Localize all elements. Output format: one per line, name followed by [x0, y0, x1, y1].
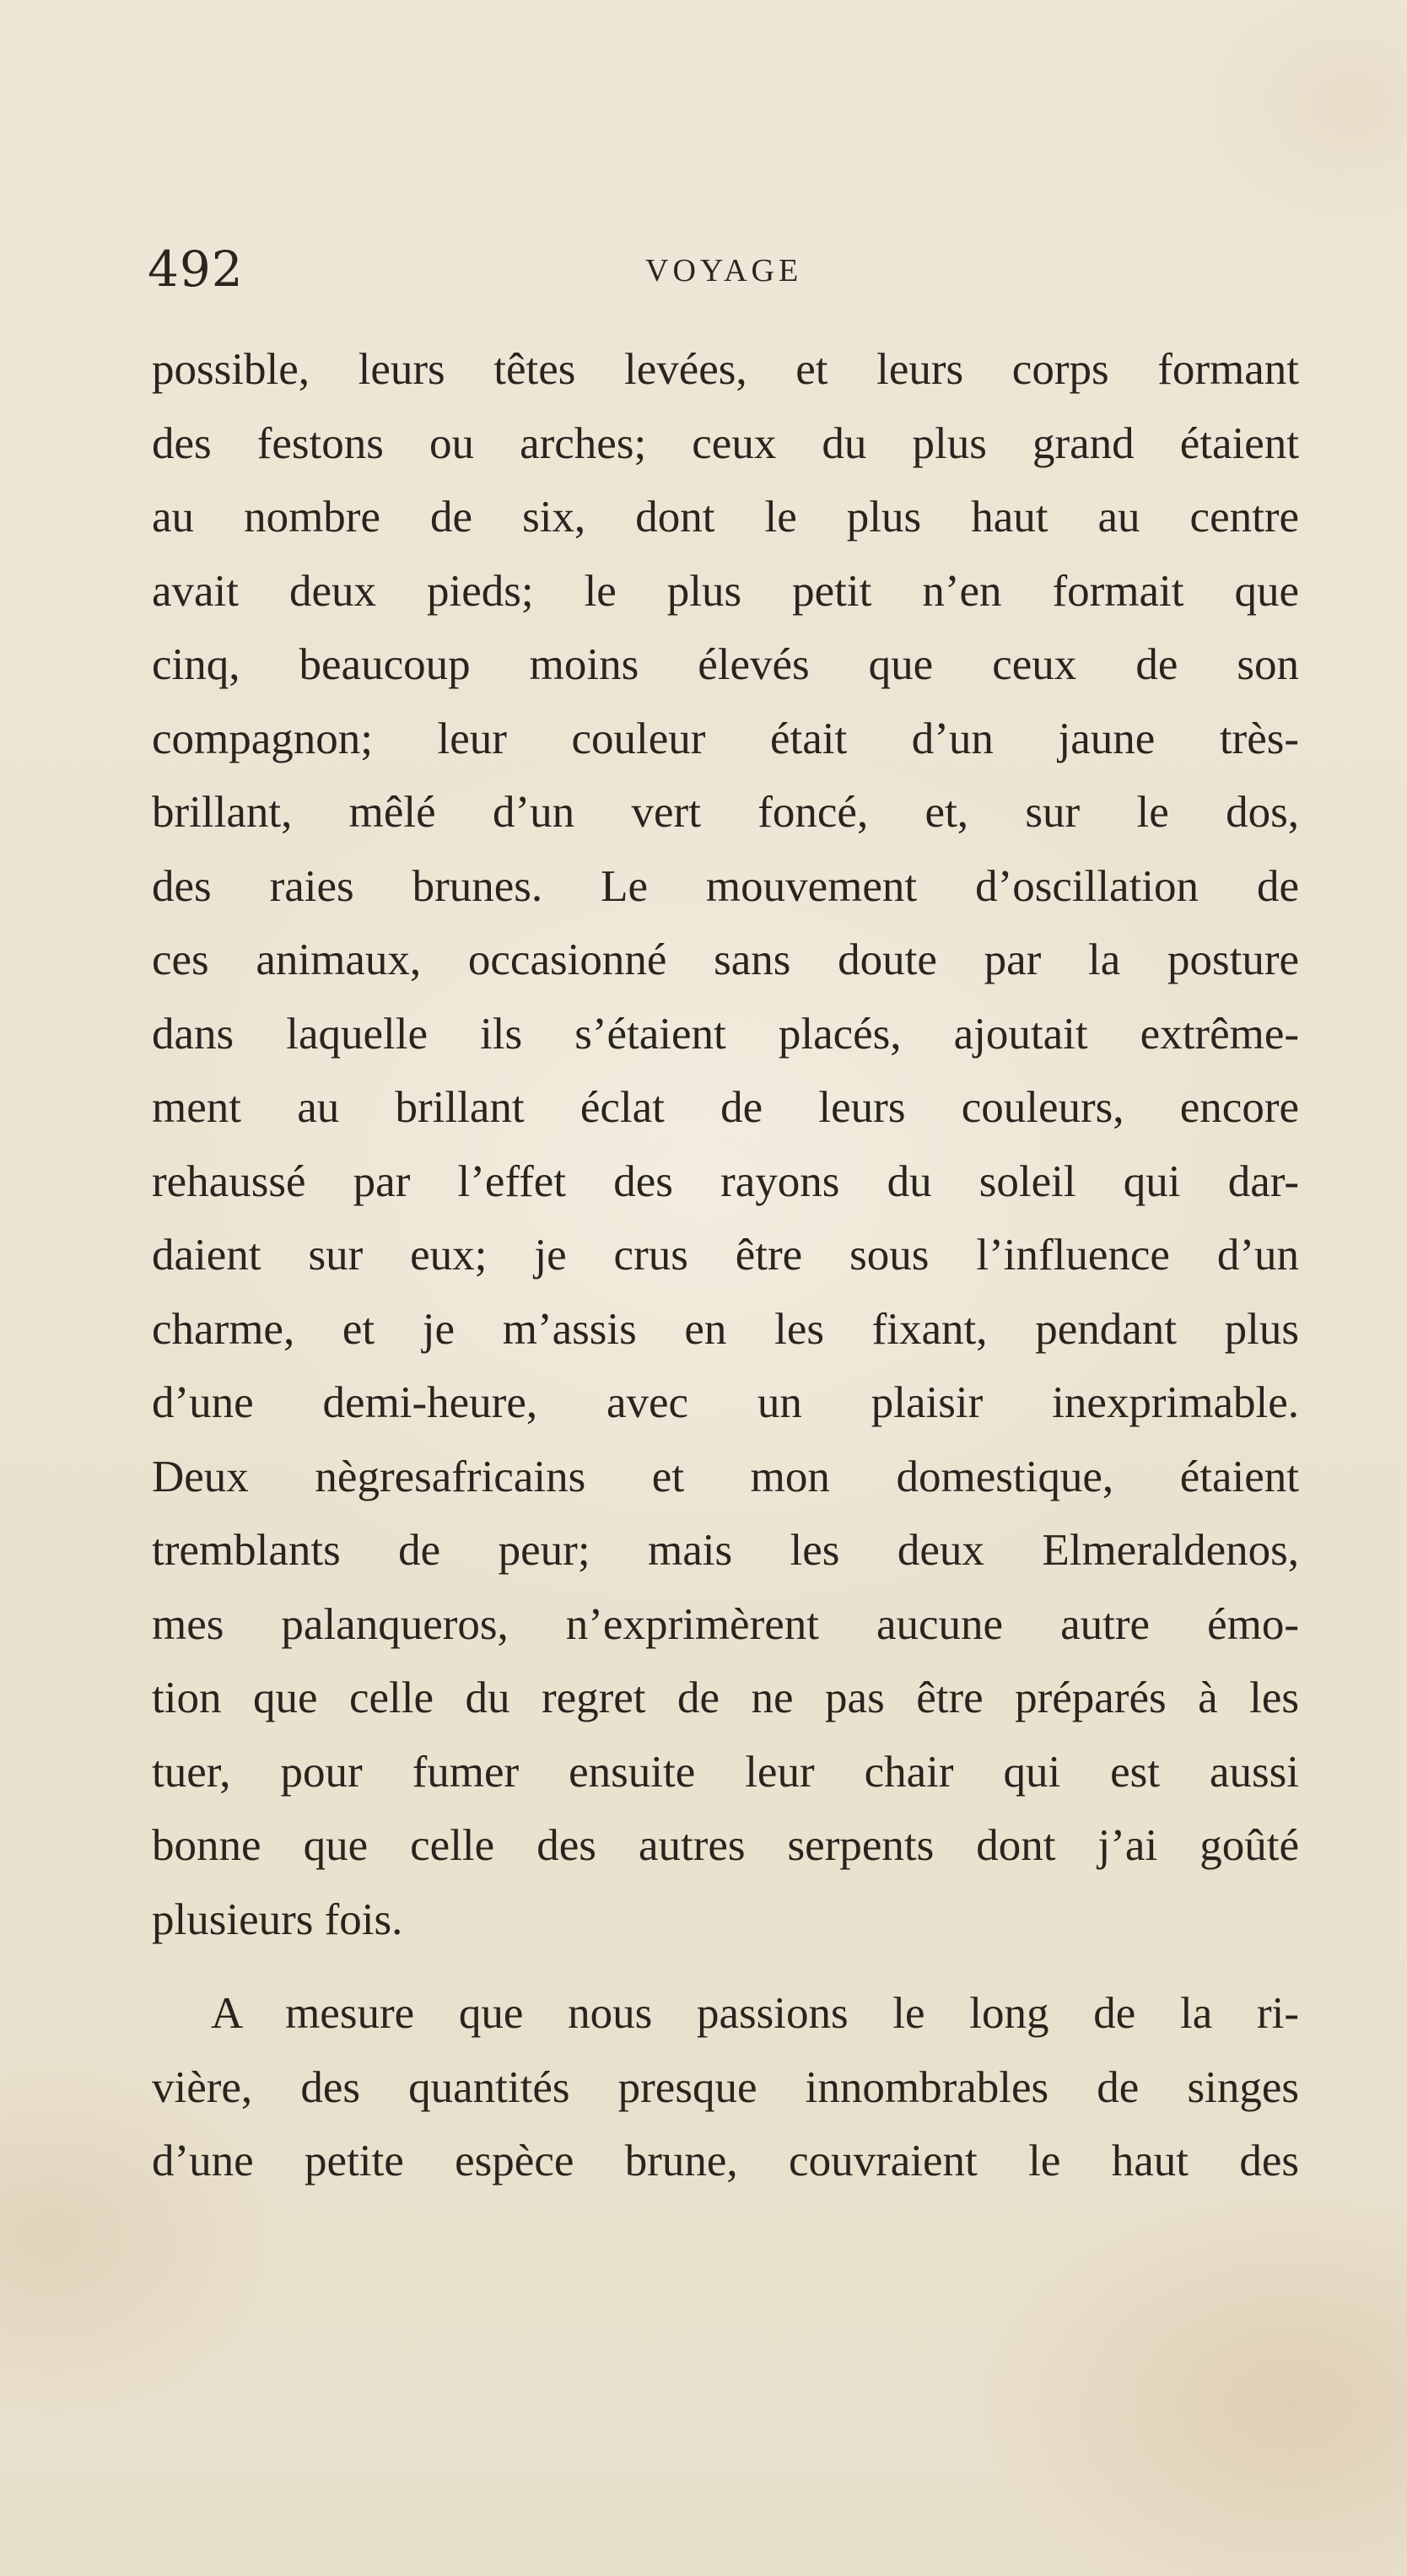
text-line: d’une petite espèce brune, couvraient le haut des	[152, 2137, 1299, 2185]
text-line: d’une demi-heure, avec un plaisir inexprimable.	[152, 1378, 1299, 1427]
text-line: ces animaux, occasionné sans doute par la posture	[152, 935, 1299, 984]
page-header	[148, 240, 1312, 308]
text-line: charme, et je m’assis en les fixant, pendant plus	[152, 1304, 1299, 1354]
text-line: ment au brillant éclat de leurs couleurs, encore	[152, 1083, 1299, 1132]
running-head: VOYAGE	[645, 253, 803, 288]
paragraph-gap	[152, 1957, 1299, 1977]
text-line: rehaussé par l’effet des rayons du soleil qui dar-	[152, 1156, 1299, 1206]
page-number: 492	[148, 240, 244, 298]
paragraph-1	[152, 333, 1299, 1957]
text-line: vière, des quantités presque innombrables de singes	[152, 2062, 1299, 2112]
text-line: tion que celle du regret de ne pas être préparés à les	[152, 1673, 1299, 1722]
text-line: des festons ou arches; ceux du plus grand étaient	[152, 418, 1299, 468]
paragraph-2	[152, 1977, 1299, 2199]
text-line: avait deux pieds; le plus petit n’en formait que	[152, 566, 1299, 616]
text-line: au nombre de six, dont le plus haut au centre	[152, 493, 1299, 542]
text-line: bonne que celle des autres serpents dont j’ai goûté	[152, 1821, 1299, 1870]
text-line: compagnon; leur couleur était d’un jaune très-	[152, 714, 1299, 763]
text-line: plusieurs fois.	[152, 1894, 403, 1944]
text-line: des raies brunes. Le mouvement d’oscillation de	[152, 861, 1299, 911]
body-text	[152, 333, 1299, 2199]
text-line: brillant, mêlé d’un vert foncé, et, sur le dos,	[152, 788, 1299, 837]
text-line: mes palanqueros, n’exprimèrent aucune autre émo-	[152, 1599, 1299, 1649]
text-line: tuer, pour fumer ensuite leur chair qui est aussi	[152, 1747, 1299, 1797]
text-line: Deux nègresafricains et mon domestique, étaient	[152, 1452, 1299, 1501]
text-line: daient sur eux; je crus être sous l’influence d’un	[152, 1231, 1299, 1280]
text-line: tremblants de peur; mais les deux Elmeraldenos,	[152, 1526, 1299, 1575]
text-line: dans laquelle ils s’étaient placés, ajoutait extrême-	[152, 1009, 1299, 1059]
text-line: cinq, beaucoup moins élevés que ceux de son	[152, 640, 1299, 689]
text-line: possible, leurs têtes levées, et leurs corps formant	[152, 345, 1299, 394]
text-line: A mesure que nous passions le long de la ri-	[211, 1989, 1299, 2038]
